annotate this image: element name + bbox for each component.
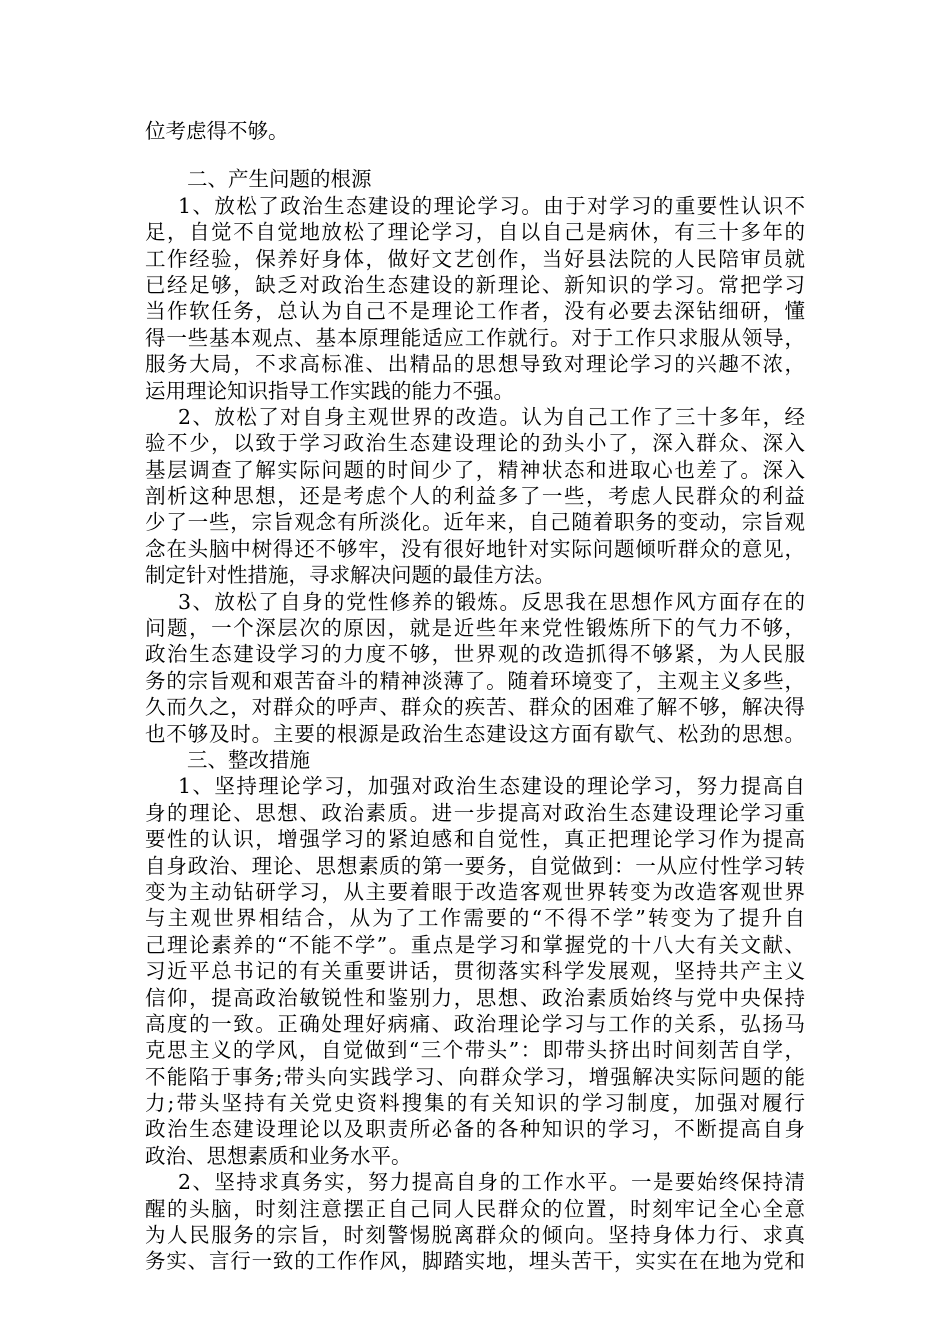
paragraph-line: 不能陷于事务;带头向实践学习、向群众学习，增强解决实际问题的能 (145, 1064, 805, 1089)
paragraph-line: 政治、思想素质和业务水平。 (145, 1143, 412, 1168)
paragraph-line: 信仰，提高政治敏锐性和鉴别力，思想、政治素质始终与党中央保持 (145, 985, 805, 1010)
paragraph-line: 制定针对性措施，寻求解决问题的最佳方法。 (145, 563, 555, 588)
paragraph-line: 足，自觉不自觉地放松了理论学习，自以自己是病休，有三十多年的 (145, 220, 805, 245)
paragraph-line: 务的宗旨观和艰苦奋斗的精神淡薄了。随着环境变了，主观主义多些， (145, 668, 805, 693)
paragraph-line: 1、放松了政治生态建设的理论学习。由于对学习的重要性认识不 (178, 193, 805, 218)
blank-gap (145, 144, 805, 166)
paragraph-line: 得一些基本观点、基本原理能适应工作就行。对于工作只求服从领导， (145, 325, 805, 350)
paragraph-line: 久而久之，对群众的呼声、群众的疾苦、群众的困难了解不够，解决得 (145, 695, 805, 720)
paragraph-line: 验不少，以致于学习政治生态建设理论的劲头小了，深入群众、深入 (145, 431, 805, 456)
paragraph-line: 运用理论知识指导工作实践的能力不强。 (145, 378, 514, 403)
paragraph-line: 政治生态建设理论以及职责所必备的各种知识的学习，不断提高自身 (145, 1117, 805, 1142)
paragraph-line: 身的理论、思想、政治素质。进一步提高对政治生态建设理论学习重 (145, 800, 805, 825)
paragraph-line: 服务大局，不求高标准、出精品的思想导致对理论学习的兴趣不浓， (145, 352, 805, 377)
paragraph-line: 也不够及时。主要的根源是政治生态建设这方面有歇气、松劲的思想。 (145, 721, 805, 746)
paragraph-line: 力;带头坚持有关党史资料搜集的有关知识的学习制度，加强对履行 (145, 1091, 805, 1116)
paragraph-line: 习近平总书记的有关重要讲话，贯彻落实科学发展观，坚持共产主义 (145, 959, 805, 984)
paragraph-line: 克思主义的学风，自觉做到“三个带头”：即带头挤出时间刻苦自学， (145, 1038, 805, 1063)
section-heading-2: 二、产生问题的根源 (187, 167, 372, 192)
paragraph-line: 政治生态建设学习的力度不够，世界观的改造抓得不够紧，为人民服 (145, 642, 805, 667)
paragraph-line: 念在头脑中树得还不够牢，没有很好地针对实际问题倾听群众的意见， (145, 536, 805, 561)
paragraph-line: 少了一些，宗旨观念有所淡化。近年来，自己随着职务的变动，宗旨观 (145, 510, 805, 535)
paragraph-line: 务实、言行一致的工作作风，脚踏实地，埋头苦干，实实在在地为党和 (145, 1249, 805, 1274)
text-line: 位考虑得不够。 (145, 119, 289, 143)
paragraph-line: 要性的认识，增强学习的紧迫感和自觉性，真正把理论学习作为提高 (145, 827, 805, 852)
paragraph-line: 与主观世界相结合，从为了工作需要的“不得不学”转变为了提升自 (145, 906, 805, 931)
paragraph-line: 2、坚持求真务实，努力提高自身的工作水平。一是要始终保持清 (178, 1170, 805, 1195)
document-body (145, 118, 805, 1275)
paragraph-line: 基层调查了解实际问题的时间少了，精神状态和进取心也差了。深入 (145, 457, 805, 482)
paragraph-line: 剖析这种思想，还是考虑个人的利益多了一些，考虑人民群众的利益 (145, 484, 805, 509)
paragraph-line: 问题，一个深层次的原因，就是近些年来党性锻炼所下的气力不够， (145, 616, 805, 641)
paragraph-line: 变为主动钻研学习，从主要着眼于改造客观世界转变为改造客观世界 (145, 879, 805, 904)
paragraph-line: 高度的一致。正确处理好病痛、政治理论学习与工作的关系，弘扬马 (145, 1011, 805, 1036)
paragraph-line: 2、放松了对自身主观世界的改造。认为自己工作了三十多年，经 (178, 404, 805, 429)
paragraph-line: 自身政治、理论、思想素质的第一要务，自觉做到：一从应付性学习转 (145, 853, 805, 878)
paragraph-line: 3、放松了自身的党性修养的锻炼。反思我在思想作风方面存在的 (178, 589, 805, 614)
paragraph-line: 醒的头脑，时刻注意摆正自己同人民群众的位置，时刻牢记全心全意 (145, 1196, 805, 1221)
paragraph-line: 为人民服务的宗旨，时刻警惕脱离群众的倾向。坚持身体力行、求真 (145, 1223, 805, 1248)
section-heading-3: 三、整改措施 (187, 747, 310, 772)
paragraph-line: 1、坚持理论学习，加强对政治生态建设的理论学习，努力提高自 (178, 774, 805, 799)
paragraph-line: 当作软任务，总认为自己不是理论工作者，没有必要去深钻细研，懂 (145, 299, 805, 324)
paragraph-line: 工作经验，保养好身体，做好文艺创作，当好县法院的人民陪审员就 (145, 246, 805, 271)
paragraph-line: 己理论素养的“不能不学”。重点是学习和掌握党的十八大有关文献、 (145, 932, 805, 957)
paragraph-line: 已经足够，缺乏对政治生态建设的新理论、新知识的学习。常把学习 (145, 272, 805, 297)
